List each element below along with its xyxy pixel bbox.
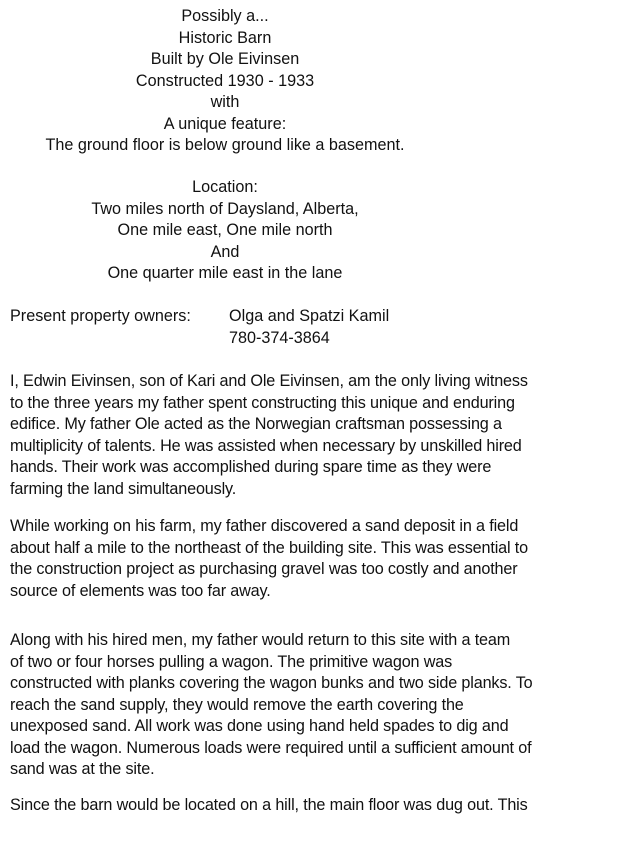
title-block [0, 6, 450, 157]
paragraph-line: sand was at the site. [10, 760, 155, 778]
title-line-feature-description: The ground floor is below ground like a basement. [45, 136, 405, 154]
paragraph-line: Since the barn would be located on a hill, the main floor was dug out. This [10, 796, 528, 814]
location-line: One mile east, One mile north [117, 221, 333, 239]
paragraph-wagon [10, 630, 616, 781]
paragraph-hill [10, 795, 616, 817]
owners-names: Olga and Spatzi Kamil [229, 307, 390, 325]
paragraph-line: source of elements was too far away. [10, 581, 271, 600]
owners-label: Present property owners: [10, 307, 191, 325]
location-line: And [210, 242, 240, 261]
paragraph-line: I, Edwin Eivinsen, son of Kari and Ole Eivinsen, am the only living witness [10, 372, 528, 390]
paragraph-line: unexposed sand. All work was done using hand held spades to dig and [10, 717, 509, 735]
title-line-builder: Built by Ole Eivinsen [150, 50, 300, 68]
paragraph-line: of two or four horses pulling a wagon. The primitive wagon was [10, 652, 453, 671]
paragraph-line: load the wagon. Numerous loads were required until a sufficient amount of [10, 738, 532, 757]
paragraph-line: farming the land simultaneously. [10, 479, 237, 498]
paragraph-line: multiplicity of talents. He was assisted when necessary by unskilled hired [10, 436, 522, 455]
location-block [0, 177, 450, 285]
paragraph-line: Along with his hired men, my father would return to this site with a team [10, 631, 511, 649]
paragraph-line: about half a mile to the northeast of the building site. This was essential to [10, 538, 529, 557]
title-line-construction-dates: Constructed 1930 - 1933 [135, 71, 315, 90]
location-label: Location: [192, 178, 258, 196]
paragraph-line: constructed with planks covering the wagon bunks and two side planks. To [10, 674, 533, 692]
title-line-unique-feature: A unique feature: [163, 114, 287, 133]
location-line: Two miles north of Daysland, Alberta, [91, 199, 359, 218]
title-line-historic-barn: Historic Barn [178, 28, 272, 47]
paragraph-witness [10, 371, 616, 500]
title-line-with: with [210, 93, 240, 111]
property-owners [10, 306, 389, 349]
location-line: One quarter mile east in the lane [107, 264, 343, 282]
paragraph-line: the construction project as purchasing gravel was too costly and another [10, 560, 518, 578]
paragraph-sand-deposit [10, 516, 616, 602]
owners-phone: 780-374-3864 [229, 328, 330, 347]
title-line-possibly: Possibly a... [181, 7, 269, 25]
paragraph-line: edifice. My father Ole acted as the Norwegian craftsman possessing a [10, 415, 502, 433]
paragraph-line: reach the sand supply, they would remove the earth covering the [10, 695, 464, 714]
paragraph-line: While working on his farm, my father discovered a sand deposit in a field [10, 517, 519, 535]
paragraph-line: hands. Their work was accomplished during spare time as they were [10, 458, 492, 476]
paragraph-line: to the three years my father spent constructing this unique and enduring [10, 393, 515, 412]
